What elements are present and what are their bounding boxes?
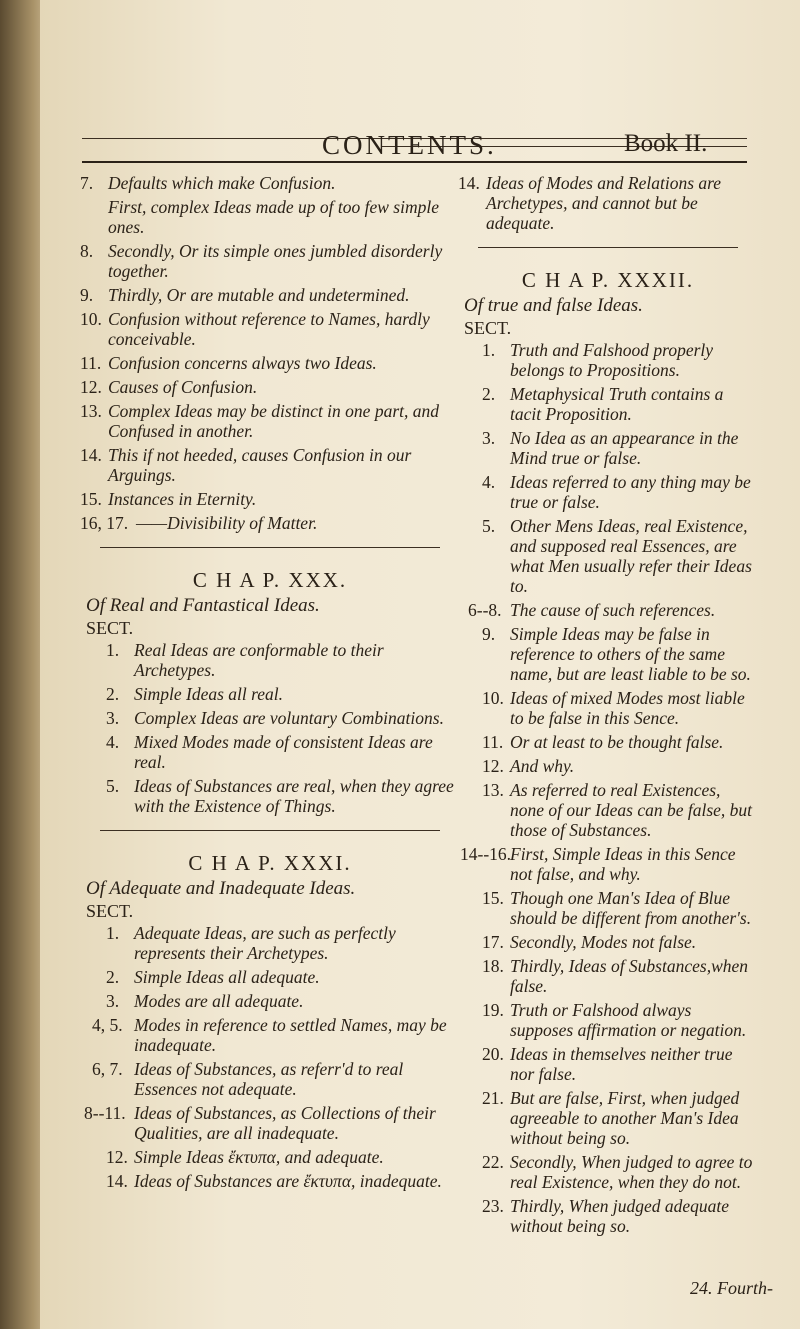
- toc-entry: [80, 445, 460, 485]
- toc-entry: [482, 384, 758, 424]
- toc-entry: [482, 956, 758, 996]
- entry-text: Secondly, Modes not false.: [510, 932, 697, 952]
- entry-text: Ideas of Substances are real, when they agree with the Existence of Things.: [134, 776, 454, 816]
- entry-num: 17.: [482, 932, 504, 952]
- entry-text: Modes are all adequate.: [134, 991, 304, 1011]
- entry-text: First, complex Ideas made up of too few simple ones.: [108, 197, 439, 237]
- entry-num: 12.: [106, 1147, 128, 1167]
- catchword: 24. Fourth-: [690, 1278, 773, 1298]
- toc-entry: [80, 285, 460, 305]
- chapter-entries: [460, 340, 758, 1236]
- entry-text: Or at least to be thought false.: [510, 732, 724, 752]
- chapter-title: Of true and false Ideas.: [464, 295, 643, 316]
- entry-num: 14--16.: [460, 844, 512, 864]
- entry-num: 12.: [80, 377, 102, 397]
- entry-num: 11.: [482, 732, 504, 752]
- entry-text: Confusion without reference to Names, hardly conceivable.: [108, 309, 430, 349]
- entry-text: Defaults which make Confusion.: [108, 173, 336, 193]
- running-head: [82, 116, 747, 164]
- entry-num: 2.: [482, 384, 496, 404]
- toc-entry: [80, 489, 460, 509]
- entry-text: Truth and Falshood properly belongs to Propositions.: [510, 340, 714, 380]
- toc-entry: [106, 732, 460, 772]
- entry-num: 14.: [458, 173, 480, 193]
- entry-text: Thirdly, Or are mutable and undetermined.: [108, 285, 410, 305]
- entry-text: This if not heeded, causes Confusion in our Arguings.: [108, 445, 412, 485]
- toc-entry: [80, 401, 460, 441]
- entry-text: Secondly, Or its simple ones jumbled disorderly together.: [108, 241, 443, 281]
- chapter-entries: [106, 640, 460, 816]
- toc-entry: [80, 309, 460, 349]
- toc-entry: [482, 624, 758, 684]
- entry-text: But are false, First, when judged agreeable to another Man's Idea without being so.: [510, 1088, 740, 1148]
- entry-num: 10.: [80, 309, 102, 329]
- entry-num: 9.: [482, 624, 496, 644]
- toc-entry: [106, 708, 460, 728]
- entry-text: Ideas in themselves neither true nor false.: [510, 1044, 733, 1084]
- entry-text: Secondly, When judged to agree to real Existence, when they do not.: [510, 1152, 753, 1192]
- entry-text: Metaphysical Truth contains a tacit Proposition.: [510, 384, 724, 424]
- entry-text: And why.: [510, 756, 575, 776]
- header-title: CONTENTS.: [322, 130, 497, 160]
- toc-entry: [80, 241, 460, 281]
- toc-entry: [106, 967, 460, 987]
- entry-text: Ideas of Substances, as Collections of their Qualities, are all inadequate.: [134, 1103, 436, 1143]
- entry-text: Thirdly, When judged adequate without being so.: [510, 1196, 730, 1236]
- entry-num: 6--8.: [468, 600, 502, 620]
- entry-num: 20.: [482, 1044, 504, 1064]
- entry-text: Simple Ideas all real.: [134, 684, 284, 704]
- toc-entry: [84, 1103, 460, 1143]
- toc-entry: [106, 640, 460, 680]
- header-underline: [82, 161, 747, 163]
- entry-num: 4.: [106, 732, 120, 752]
- entry-num: 15.: [80, 489, 102, 509]
- entry-text: Ideas referred to any thing may be true or false.: [510, 472, 751, 512]
- entry-text: No Idea as an appearance in the Mind true or false.: [510, 428, 739, 468]
- toc-entry: [80, 377, 460, 397]
- chapter-title: Of Adequate and Inadequate Ideas.: [86, 878, 356, 899]
- toc-entry: [482, 1196, 758, 1236]
- entry-text: Ideas of Substances, as referr'd to real Essences not adequate.: [134, 1059, 404, 1099]
- entry-num: 6, 7.: [92, 1059, 123, 1079]
- entries-top: [80, 173, 460, 533]
- sect-label: SECT.: [86, 618, 134, 638]
- entry-num: 10.: [482, 688, 504, 708]
- chapter-entries: [84, 923, 460, 1191]
- entry-num: 3.: [106, 991, 120, 1011]
- entry-text: Simple Ideas all adequate.: [134, 967, 320, 987]
- entry-num: 14.: [80, 445, 102, 465]
- entry-num: 9.: [80, 285, 94, 305]
- entry-text: The cause of such references.: [510, 600, 716, 620]
- entry-text: Instances in Eternity.: [108, 489, 257, 509]
- entry-text: Though one Man's Idea of Blue should be different from another's.: [510, 888, 752, 928]
- entry-num: 3.: [106, 708, 120, 728]
- entry-num: 23.: [482, 1196, 504, 1216]
- entry-num: 2.: [106, 684, 120, 704]
- toc-entry: [482, 516, 758, 596]
- entry-num: 11.: [80, 353, 102, 373]
- sect-label: SECT.: [464, 318, 512, 338]
- chapter-heading: C H A P. XXXII.: [521, 268, 695, 292]
- entry-num: 4.: [482, 472, 496, 492]
- entry-num: 1.: [106, 923, 120, 943]
- header-book: Book II.: [624, 130, 708, 157]
- toc-entry: [80, 353, 460, 373]
- entry-num: 1.: [482, 340, 496, 360]
- toc-entry: [458, 173, 758, 233]
- toc-entry: [92, 1015, 460, 1055]
- entry-text: Real Ideas are conformable to their Archetypes.: [134, 640, 384, 680]
- entry-text: Complex Ideas may be distinct in one part, and Confused in another.: [108, 401, 439, 441]
- section-divider: [100, 547, 440, 548]
- entry-num: 19.: [482, 1000, 504, 1020]
- toc-entry: [106, 684, 460, 704]
- toc-entry: [482, 780, 758, 840]
- entry-num: 3.: [482, 428, 496, 448]
- entry-num: 8--11.: [84, 1103, 126, 1123]
- toc-entry: [482, 428, 758, 468]
- toc-entry: [468, 600, 758, 620]
- entry-num: 13.: [482, 780, 504, 800]
- toc-entry: [482, 1000, 758, 1040]
- entry-text: Truth or Falshood always supposes affirmation or negation.: [510, 1000, 747, 1040]
- toc-entry: [482, 1044, 758, 1084]
- section-divider: [478, 247, 738, 248]
- entry-num: 22.: [482, 1152, 504, 1172]
- toc-entry: [106, 776, 460, 816]
- toc-entry: [482, 340, 758, 380]
- toc-entry: [460, 844, 758, 884]
- toc-entry: [106, 991, 460, 1011]
- sect-label: SECT.: [86, 901, 134, 921]
- toc-entry: [92, 1059, 460, 1099]
- entry-num: 8.: [80, 241, 94, 261]
- entry-text: ——Divisibility of Matter.: [136, 513, 318, 533]
- entry-num: 12.: [482, 756, 504, 776]
- toc-entry: [482, 932, 758, 952]
- entry-num: 7.: [80, 173, 94, 193]
- toc-entry: [106, 1147, 460, 1167]
- toc-entry: [482, 756, 758, 776]
- toc-entry: [106, 1171, 460, 1191]
- entry-num: 5.: [106, 776, 120, 796]
- entry-num: 21.: [482, 1088, 504, 1108]
- entry-text: Ideas of mixed Modes most liable to be false in this Sence.: [510, 688, 745, 728]
- entry-text: Modes in reference to settled Names, may be inadequate.: [134, 1015, 447, 1055]
- entry-text: Confusion concerns always two Ideas.: [108, 353, 377, 373]
- entry-text: First, Simple Ideas in this Sence not false, and why.: [510, 844, 736, 884]
- entry-text: Ideas of Modes and Relations are Archetypes, and cannot but be adequate.: [486, 173, 722, 233]
- entry-num: 1.: [106, 640, 120, 660]
- entry-num: 18.: [482, 956, 504, 976]
- toc-entry: [482, 472, 758, 512]
- toc-entry: [482, 1088, 758, 1148]
- entry-text: Causes of Confusion.: [108, 377, 258, 397]
- entry-num: 5.: [482, 516, 496, 536]
- chapter-heading: C H A P. XXX.: [192, 568, 348, 592]
- entry-text: Mixed Modes made of consistent Ideas are real.: [134, 732, 433, 772]
- entry-text: Simple Ideas may be false in reference to others of the same name, but are least liable to be so.: [510, 624, 751, 684]
- toc-entry: [482, 688, 758, 728]
- entry-text: Other Mens Ideas, real Existence, and supposed real Essences, are what Men usually refer their Ideas to.: [510, 516, 752, 596]
- entry-num: 2.: [106, 967, 120, 987]
- entry-num: 4, 5.: [92, 1015, 123, 1035]
- chapter-title: Of Real and Fantastical Ideas.: [86, 595, 320, 616]
- toc-entry: [482, 888, 758, 928]
- toc-entry: [80, 513, 460, 533]
- toc-entry: [106, 923, 460, 963]
- entry-num: 16, 17.: [80, 513, 129, 533]
- section-divider: [100, 830, 440, 831]
- entry-num: 15.: [482, 888, 504, 908]
- toc-entry: [482, 1152, 758, 1192]
- chapter-heading: C H A P. XXXI.: [188, 851, 352, 875]
- entry-text: Complex Ideas are voluntary Combinations.: [134, 708, 444, 728]
- entry-text: As referred to real Existences, none of our Ideas can be false, but those of Substances.: [510, 780, 753, 840]
- entry-num: 13.: [80, 401, 102, 421]
- entry-text: Simple Ideas ἔκτυπα, and adequate.: [134, 1147, 384, 1167]
- right-column: [458, 173, 758, 1240]
- entry-text: Ideas of Substances are ἔκτυπα, inadequate.: [134, 1171, 442, 1191]
- entry-text: Adequate Ideas, are such as perfectly represents their Archetypes.: [134, 923, 396, 963]
- toc-entry: [80, 197, 460, 237]
- entry-text: Thirdly, Ideas of Substances,when false.: [510, 956, 749, 996]
- toc-entry: [482, 732, 758, 752]
- toc-entry: [80, 173, 460, 193]
- left-column: [80, 173, 460, 1195]
- entry-num: 14.: [106, 1171, 128, 1191]
